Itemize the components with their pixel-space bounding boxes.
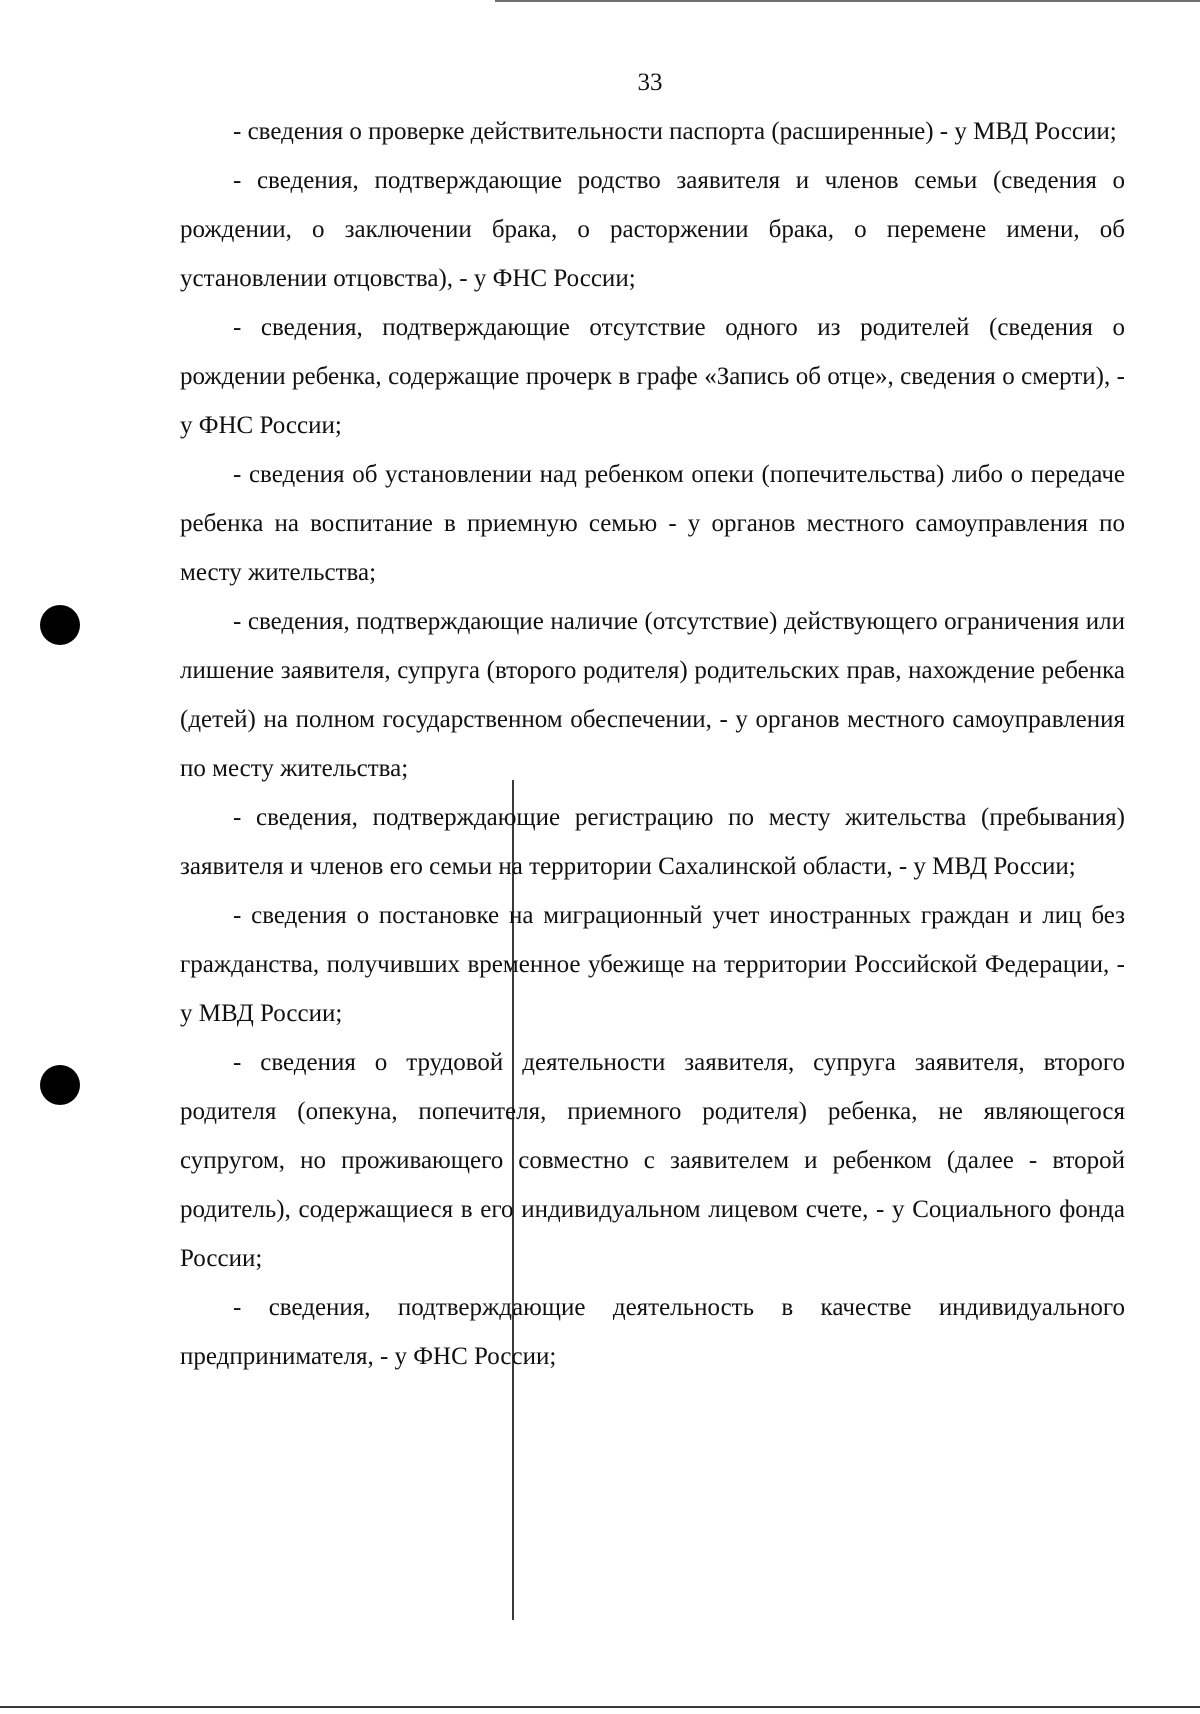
paragraph-guardianship: - сведения об установлении над ребенком опеки (попечительства) либо о передаче ребенка на воспитание в приемную семью - у органов местного самоуправления по месту жительства; <box>180 461 1125 586</box>
paragraph-absent-parent: - сведения, подтверждающие отсутствие одного из родителей (сведения о рождении ребенка, содержащие прочерк в графе «Запись об отце», сведения о смерти), - у ФНС России; <box>180 314 1125 439</box>
punch-hole-lower <box>40 1065 80 1105</box>
scan-edge-bottom <box>0 1706 1200 1708</box>
paragraph-kinship: - сведения, подтверждающие родство заявителя и членов семьи (сведения о рождении, о заключении брака, о расторжении брака, о перемене имени, об установлении отцовства), - у ФНС России; <box>180 167 1125 292</box>
paragraph-entrepreneur: - сведения, подтверждающие деятельность в качестве индивидуального предпринимателя, - у ФНС России; <box>180 1294 1125 1370</box>
page-number: 33 <box>637 69 663 96</box>
punch-hole-upper <box>40 605 80 645</box>
document-body <box>180 107 1125 1381</box>
paragraph-migration: - сведения о постановке на миграционный учет иностранных граждан и лиц без гражданства, получивших временное убежище на территории Российской Федерации, - у МВД России; <box>180 902 1125 1027</box>
paragraph-employment: - сведения о трудовой деятельности заявителя, супруга заявителя, второго родителя (опекуна, попечителя, приемного родителя) ребенка, не являющегося супругом, но проживающего совместно с заявителем и ребенком (далее - второй родитель), содержащиеся в его индивидуальном лицевом счете, - у Социального фонда России; <box>180 1049 1125 1272</box>
paragraph-passport-check: - сведения о проверке действительности паспорта (расширенные) - у МВД России; <box>233 118 1117 145</box>
scan-edge-top <box>495 0 1200 2</box>
paragraph-parental-rights: - сведения, подтверждающие наличие (отсутствие) действующего ограничения или лишение заявителя, супруга (второго родителя) родительских прав, нахождение ребенка (детей) на полном государственном обеспечении, - у органов местного самоуправления по месту жительства; <box>180 608 1125 782</box>
paragraph-registration: - сведения, подтверждающие регистрацию по месту жительства (пребывания) заявителя и членов его семьи на территории Сахалинской области, - у МВД России; <box>180 804 1125 880</box>
